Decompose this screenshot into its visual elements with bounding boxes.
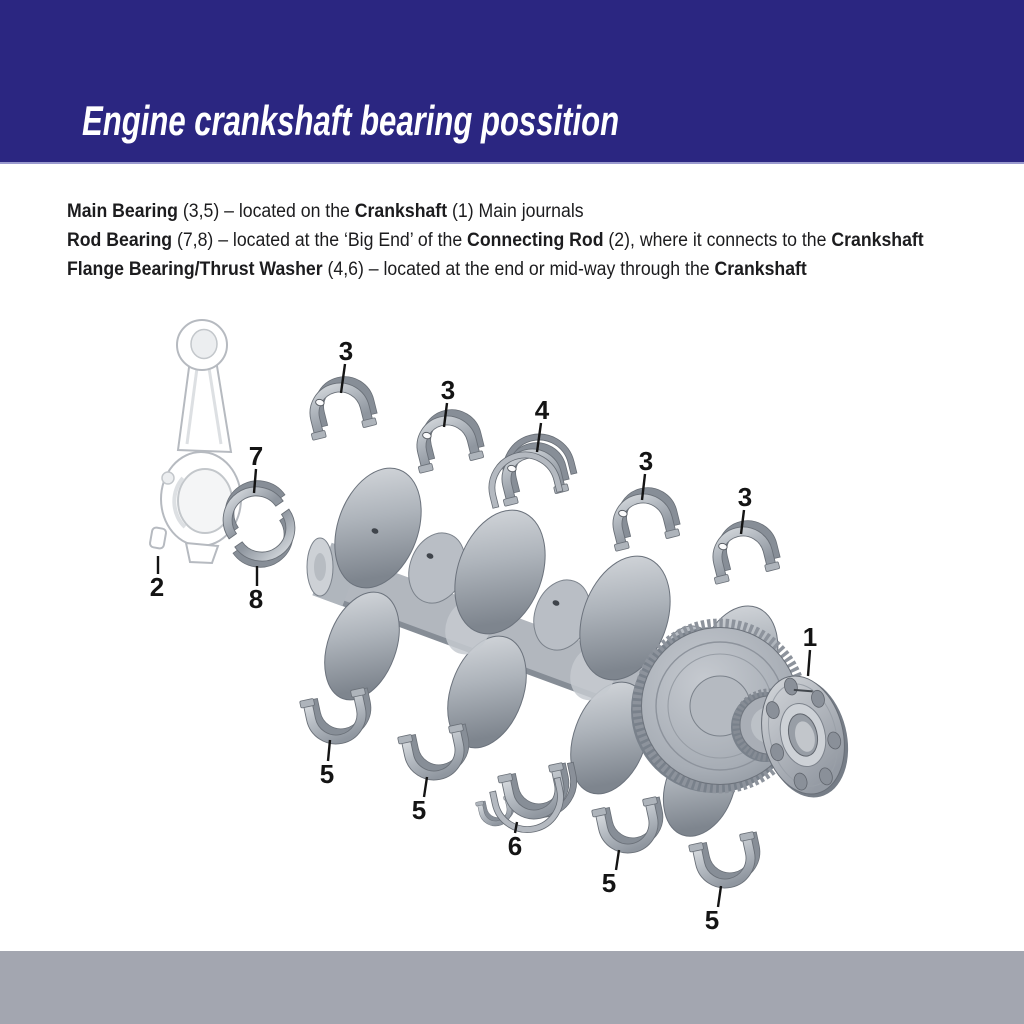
leader-5b (424, 777, 427, 797)
flange-bearing-shell-6 (471, 760, 586, 842)
main-bearing-shell-5d (689, 831, 767, 894)
desc-segment: Connecting Rod (467, 230, 604, 251)
description-line-rod-bearing (67, 226, 924, 255)
desc-segment: (3,5) – located on the (177, 201, 355, 222)
desc-segment: (4,6) – located at the end or mid-way through the (322, 259, 715, 280)
callout-6-label: 6 (507, 831, 523, 861)
main-bearing-shell-5b (398, 723, 476, 786)
desc-segment: Main Bearing (67, 201, 178, 222)
footer-band (0, 951, 1024, 1024)
callout-5c-label: 5 (601, 868, 617, 898)
callout-5a-label: 5 (319, 759, 335, 789)
desc-segment: (1) Main journals (447, 201, 584, 222)
leader-1 (808, 650, 810, 676)
desc-segment: (7,8) – located at the ‘Big End’ of the (172, 230, 468, 251)
crankshaft (307, 456, 860, 846)
callout-8-label: 8 (248, 584, 264, 614)
header-band (0, 0, 1024, 164)
desc-segment: Flange Bearing/Thrust Washer (67, 259, 323, 280)
leader-5c (616, 850, 619, 870)
callout-7-label: 7 (248, 441, 264, 471)
callout-5d-label: 5 (704, 905, 720, 935)
flange-bearing-shell-4 (478, 426, 581, 509)
callout-3b-label: 3 (440, 375, 456, 405)
desc-segment: (2), where it connects to the (603, 230, 832, 251)
main-bearing-shell-3a (300, 370, 380, 440)
desc-segment: Crankshaft (831, 230, 924, 251)
callout-2-label: 2 (149, 572, 165, 602)
crankshaft-exploded-diagram (0, 300, 1024, 955)
callout-3a-label: 3 (338, 336, 354, 366)
desc-segment: Rod Bearing (67, 230, 173, 251)
callout-3c-label: 3 (638, 446, 654, 476)
callout-5b-label: 5 (411, 795, 427, 825)
callout-1-label: 1 (802, 622, 818, 652)
callout-3d-label: 3 (737, 482, 753, 512)
callout-4-label: 4 (534, 395, 550, 425)
main-bearing-shell-5c (592, 796, 670, 859)
description-line-flange-bearing (67, 255, 924, 284)
leader-5d (718, 886, 721, 907)
description-block (67, 197, 988, 284)
desc-segment: Crankshaft (714, 259, 807, 280)
desc-segment: Crankshaft (354, 201, 448, 222)
page-title: Engine crankshaft bearing possition (82, 97, 620, 144)
description-line-main-bearing (67, 197, 924, 226)
